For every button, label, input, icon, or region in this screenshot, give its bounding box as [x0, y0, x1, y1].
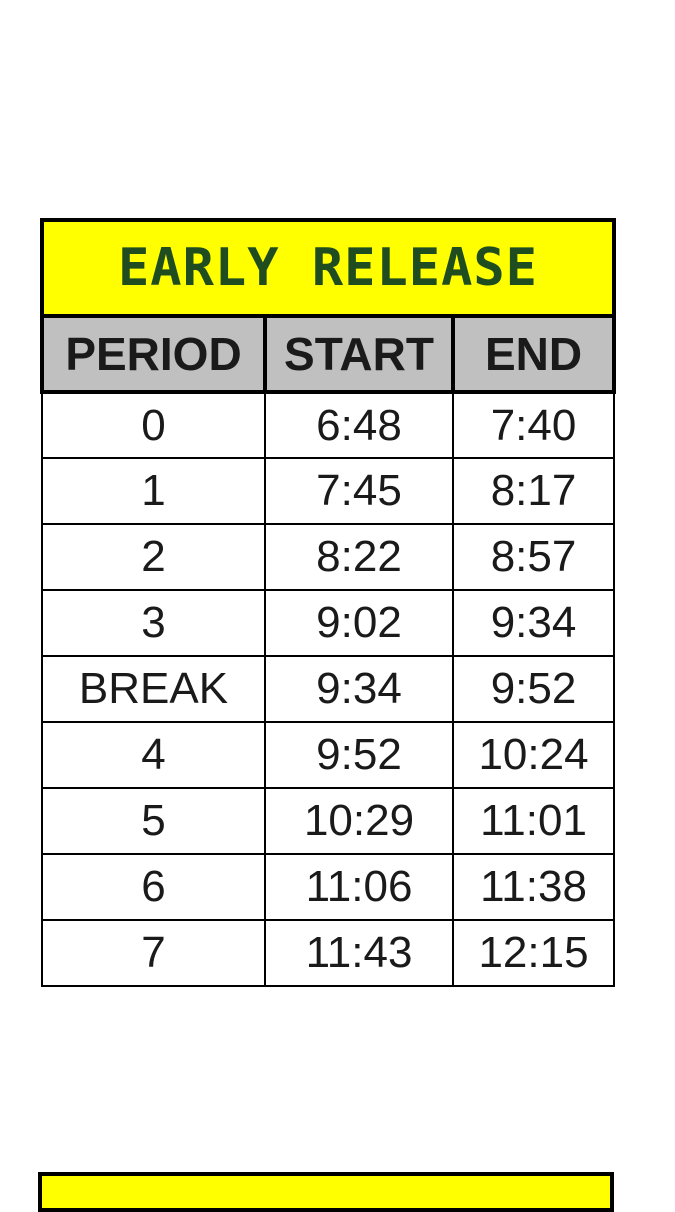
title-cell	[42, 220, 614, 316]
column-header-start: START	[265, 316, 453, 392]
column-header-end: END	[453, 316, 614, 392]
start-time-cell: 9:52	[265, 722, 453, 788]
table-row	[42, 722, 614, 788]
period-cell: 2	[42, 524, 265, 590]
table-row	[42, 590, 614, 656]
start-time-cell: 11:06	[265, 854, 453, 920]
end-time-cell: 9:52	[453, 656, 614, 722]
period-cell: 7	[42, 920, 265, 986]
table-row	[42, 854, 614, 920]
schedule-table	[40, 218, 616, 987]
column-header-period: PERIOD	[42, 316, 265, 392]
next-table-header-bar	[38, 1172, 614, 1212]
end-time-cell: 7:40	[453, 392, 614, 458]
end-time-cell: 10:24	[453, 722, 614, 788]
end-time-cell: 8:57	[453, 524, 614, 590]
end-time-cell: 8:17	[453, 458, 614, 524]
period-cell: BREAK	[42, 656, 265, 722]
table-row	[42, 788, 614, 854]
period-cell: 6	[42, 854, 265, 920]
start-time-cell: 9:02	[265, 590, 453, 656]
period-cell: 3	[42, 590, 265, 656]
end-time-cell: 12:15	[453, 920, 614, 986]
start-time-cell: 7:45	[265, 458, 453, 524]
table-row	[42, 524, 614, 590]
end-time-cell: 11:01	[453, 788, 614, 854]
period-cell: 4	[42, 722, 265, 788]
start-time-cell: 10:29	[265, 788, 453, 854]
start-time-cell: 11:43	[265, 920, 453, 986]
end-time-cell: 9:34	[453, 590, 614, 656]
table-row	[42, 458, 614, 524]
table-row	[42, 920, 614, 986]
period-cell: 5	[42, 788, 265, 854]
header-row	[42, 316, 614, 392]
period-cell: 0	[42, 392, 265, 458]
period-cell: 1	[42, 458, 265, 524]
start-time-cell: 8:22	[265, 524, 453, 590]
start-time-cell: 9:34	[265, 656, 453, 722]
schedule-title: EARLY RELEASE	[118, 238, 538, 298]
table-row	[42, 656, 614, 722]
start-time-cell: 6:48	[265, 392, 453, 458]
table-row	[42, 392, 614, 458]
title-row	[42, 220, 614, 316]
end-time-cell: 11:38	[453, 854, 614, 920]
